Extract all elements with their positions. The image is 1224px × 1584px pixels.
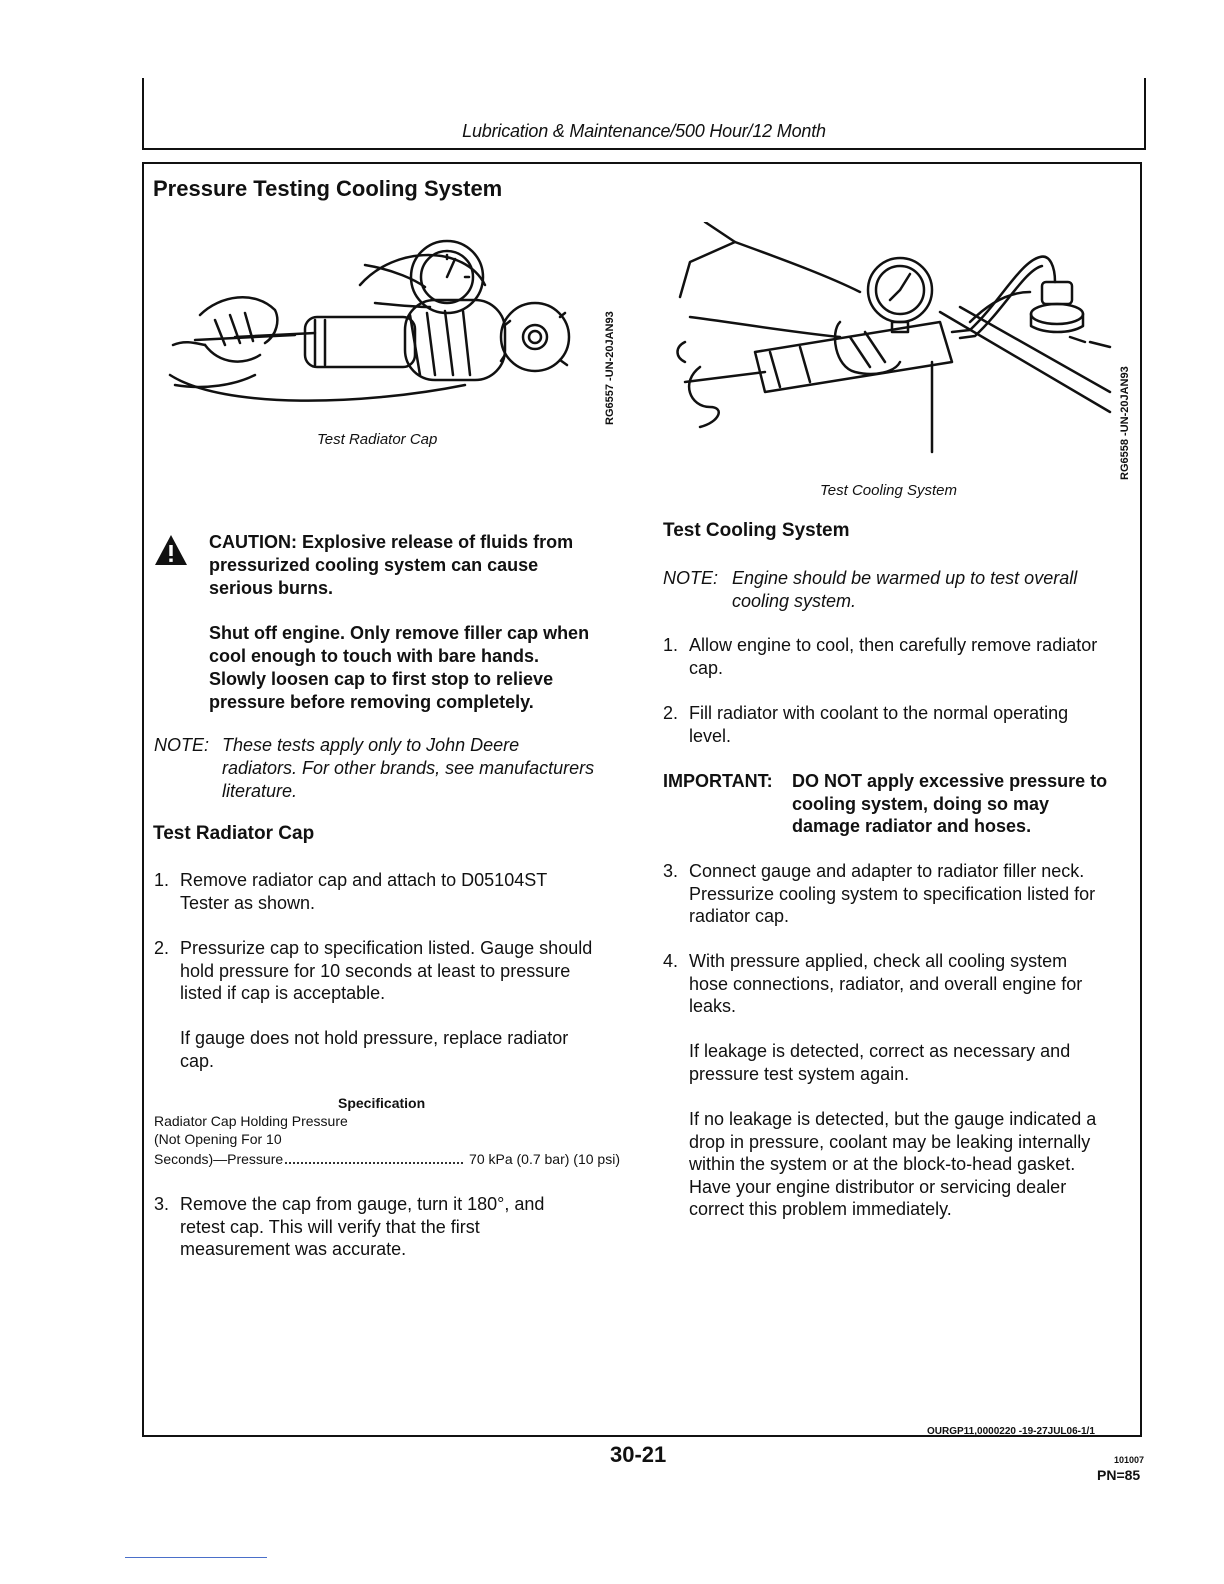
step-number: 2. (154, 938, 170, 958)
caution-line: pressure before removing completely. (209, 692, 534, 712)
cooling-system-step-1 (663, 634, 1133, 680)
section-heading-cooling-system: Test Cooling System (663, 520, 850, 541)
caution-line: CAUTION: Explosive release of fluids from (209, 532, 574, 552)
caution-line: serious burns. (209, 578, 334, 598)
page-sequence-number: PN=85 (1097, 1467, 1141, 1483)
figure-code-left: RG6557 -UN-20JAN93 (604, 311, 616, 425)
important-label: IMPORTANT: (663, 771, 773, 791)
cooling-system-tester-illustration (670, 222, 1120, 462)
spec-heading: Specification (338, 1095, 426, 1111)
para-line: pressure test system again. (689, 1063, 910, 1084)
note-label: NOTE: (663, 568, 719, 588)
left-note (154, 734, 624, 804)
note-line: These tests apply only to John Deere (222, 735, 520, 755)
step-line: Remove radiator cap and attach to D05104ST (180, 870, 548, 890)
note-label: NOTE: (154, 735, 210, 755)
cooling-system-step-4 (663, 950, 1133, 1020)
radiator-cap-step-2 (154, 937, 624, 1007)
step-line: hold pressure for 10 seconds at least to pressure (180, 960, 571, 981)
step-number: 3. (663, 861, 679, 881)
step-line: leaks. (689, 996, 737, 1016)
step-line: radiator cap. (689, 906, 790, 926)
para-line: within the system or at the block-to-head gasket. (689, 1154, 1076, 1174)
page-title: Pressure Testing Cooling System (153, 176, 503, 201)
bottom-rule (125, 1557, 267, 1558)
warning-triangle-icon (154, 534, 188, 566)
running-header (142, 78, 1146, 150)
note-line: literature. (222, 781, 298, 801)
radiator-cap-step-3 (154, 1193, 624, 1263)
step-line: Pressurize cap to specification listed. Gauge should (180, 938, 593, 958)
important-notice (663, 770, 1133, 840)
figure-code-right: RG6558 -UN-20JAN93 (1119, 366, 1131, 480)
caution-instructions (209, 622, 589, 714)
para-line: cap. (180, 1050, 215, 1071)
step-line: Pressurize cooling system to specification listed for (689, 883, 1096, 904)
para-line: If leakage is detected, correct as necessary and (689, 1041, 1071, 1061)
step-line: Remove the cap from gauge, turn it 180°, and (180, 1194, 545, 1214)
cooling-system-step-2 (663, 702, 1133, 748)
spec-line: Radiator Cap Holding Pressure (154, 1113, 348, 1129)
revision-code: 101007 (1114, 1455, 1145, 1465)
spec-line: Seconds)—Pressure (154, 1151, 284, 1167)
important-line: damage radiator and hoses. (792, 816, 1032, 836)
spec-line: (Not Opening For 10 (154, 1131, 282, 1147)
cooling-system-note (663, 567, 1123, 615)
step-number: 1. (663, 635, 679, 655)
caution-line: cool enough to touch with bare hands. (209, 646, 539, 666)
step-line: Allow engine to cool, then carefully remove radiator (689, 635, 1098, 655)
para-line: If gauge does not hold pressure, replace radiator (180, 1028, 569, 1048)
section-heading-radiator-cap: Test Radiator Cap (153, 823, 315, 844)
step-line: measurement was accurate. (180, 1239, 407, 1259)
page-number: 30-21 (610, 1442, 667, 1467)
step-line: With pressure applied, check all cooling system (689, 951, 1068, 971)
para-line: If no leakage is detected, but the gauge indicated a (689, 1109, 1097, 1129)
para-line: drop in pressure, coolant may be leaking internally (689, 1131, 1091, 1152)
important-line: DO NOT apply excessive pressure to (792, 771, 1108, 791)
header-title: Lubrication & Maintenance/500 Hour/12 Month (462, 121, 826, 141)
figure-caption-left: Test Radiator Cap (317, 431, 438, 448)
caution-line: Shut off engine. Only remove filler cap when (209, 623, 590, 643)
step-line: listed if cap is acceptable. (180, 983, 386, 1003)
figure-caption-right: Test Cooling System (820, 482, 958, 499)
radiator-cap-step-1 (154, 869, 624, 915)
document-code: OURGP11,0000220 -19-27JUL06-1/1 (927, 1426, 1095, 1437)
caution-line: Slowly loosen cap to first stop to relieve (209, 669, 554, 689)
radiator-cap-tester-illustration (165, 225, 585, 415)
note-line: Engine should be warmed up to test overall (732, 568, 1078, 588)
step-line: Tester as shown. (180, 892, 316, 913)
spec-value: 70 kPa (0.7 bar) (10 psi) (469, 1151, 620, 1167)
step-line: level. (689, 725, 732, 746)
step-line: retest cap. This will verify that the first (180, 1216, 480, 1237)
note-line: cooling system. (732, 591, 857, 611)
step-number: 1. (154, 870, 170, 890)
radiator-cap-step-2-note (180, 1027, 568, 1072)
caution-line: pressurized cooling system can cause (209, 555, 539, 575)
step-line: Connect gauge and adapter to radiator filler neck. (689, 861, 1085, 881)
spec-leader-dots (285, 1162, 463, 1164)
cooling-system-paragraph-1 (689, 1040, 1070, 1085)
caution-block (209, 531, 573, 600)
para-line: Have your engine distributor or servicing dealer (689, 1176, 1067, 1197)
step-number: 4. (663, 951, 679, 971)
note-line: radiators. For other brands, see manufacturers (222, 758, 595, 778)
para-line: correct this problem immediately. (689, 1199, 952, 1219)
cooling-system-step-3 (663, 860, 1133, 930)
important-line: cooling system, doing so may (792, 793, 1050, 814)
step-number: 3. (154, 1194, 170, 1214)
cooling-system-paragraph-2 (689, 1108, 1096, 1221)
step-line: Fill radiator with coolant to the normal operating (689, 703, 1069, 723)
step-number: 2. (663, 703, 679, 723)
specification-table (154, 1094, 620, 1174)
step-line: hose connections, radiator, and overall engine for (689, 973, 1083, 994)
step-line: cap. (689, 657, 724, 678)
